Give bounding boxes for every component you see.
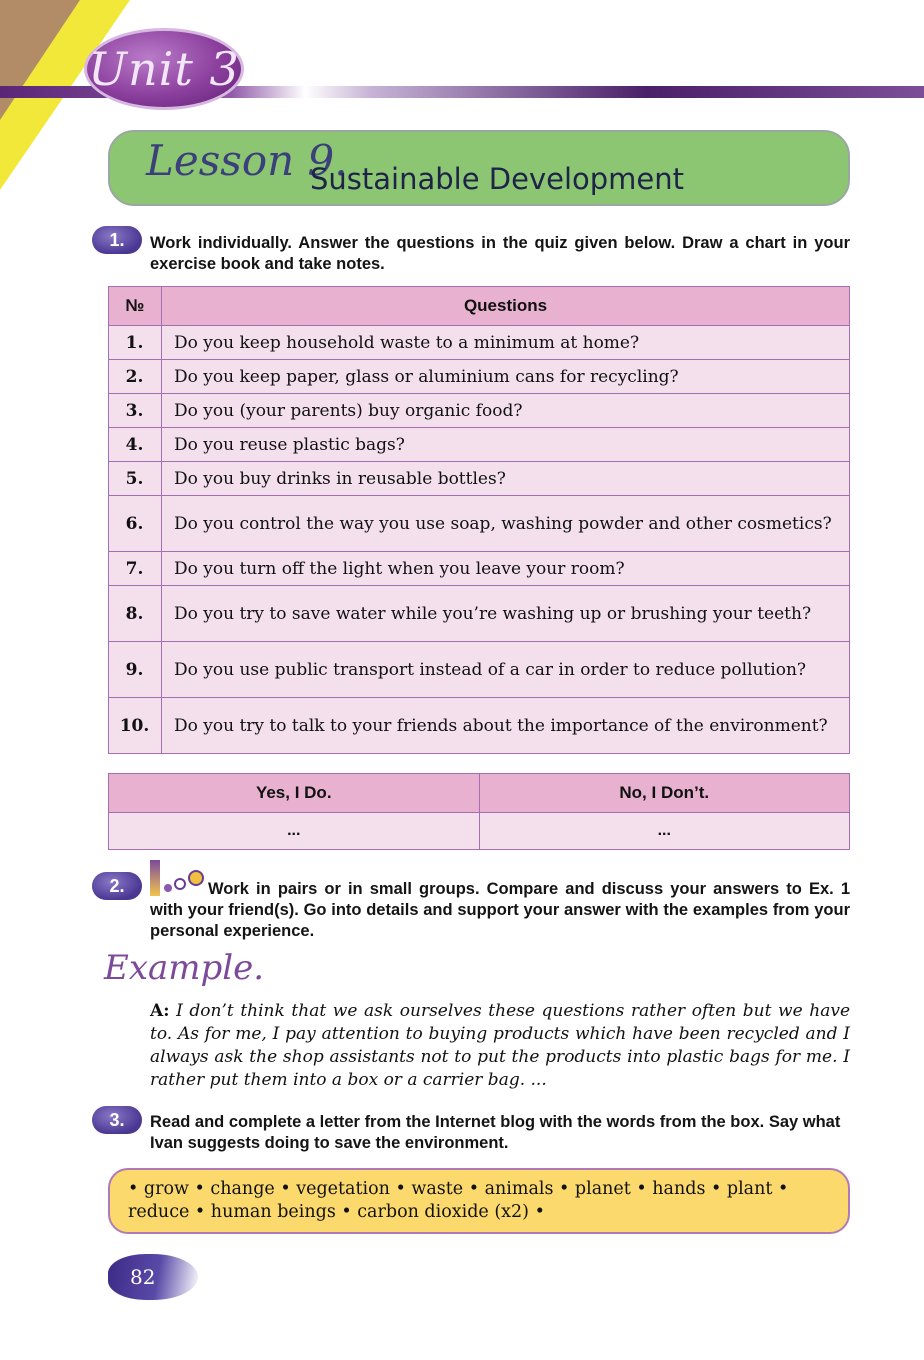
row-number: 3. xyxy=(109,394,162,428)
row-number: 5. xyxy=(109,462,162,496)
example-label: Example. xyxy=(104,948,265,988)
questions-column-header: Questions xyxy=(162,287,850,326)
row-number: 4. xyxy=(109,428,162,462)
exercise-3-instruction: Read and complete a letter from the Internet blog with the words from the box. Say what Ivan suggests doing to save the environment. xyxy=(150,1113,841,1152)
example-dialogue xyxy=(150,1000,850,1092)
exercise-1-instruction: Work individually. Answer the questions in the quiz given below. Draw a chart in your exercise book and take notes. xyxy=(150,234,850,273)
page-number: 82 xyxy=(108,1254,198,1300)
table-header-row xyxy=(109,287,850,326)
questions-table xyxy=(108,286,850,754)
row-number: 1. xyxy=(109,326,162,360)
exercise-3-badge: 3. xyxy=(92,1106,142,1134)
number-column-header: № xyxy=(109,287,162,326)
row-number: 9. xyxy=(109,642,162,698)
question-text: Do you keep paper, glass or aluminium cans for recycling? xyxy=(162,360,850,394)
row-number: 2. xyxy=(109,360,162,394)
lesson-word: Lesson 9. xyxy=(146,136,348,185)
table-row xyxy=(109,813,850,850)
question-text: Do you turn off the light when you leave your room? xyxy=(162,552,850,586)
row-number: 7. xyxy=(109,552,162,586)
lesson-title: Sustainable Development xyxy=(310,162,684,196)
speaker-label: A: xyxy=(150,1001,170,1021)
table-row xyxy=(109,496,850,552)
row-number: 8. xyxy=(109,586,162,642)
yes-column-header: Yes, I Do. xyxy=(109,774,480,813)
table-row xyxy=(109,326,850,360)
table-row xyxy=(109,698,850,754)
table-row xyxy=(109,428,850,462)
table-row xyxy=(109,552,850,586)
question-text: Do you (your parents) buy organic food? xyxy=(162,394,850,428)
corner-decoration-shade xyxy=(0,0,80,120)
table-row xyxy=(109,360,850,394)
lesson-banner xyxy=(108,130,850,206)
exercise-1-badge: 1. xyxy=(92,226,142,254)
question-text: Do you try to save water while you’re washing up or brushing your teeth? xyxy=(162,586,850,642)
yes-cell: ... xyxy=(109,813,480,850)
row-number: 10. xyxy=(109,698,162,754)
question-text: Do you control the way you use soap, washing powder and other cosmetics? xyxy=(162,496,850,552)
example-text: I don’t think that we ask ourselves these questions rather often but we have to. As for me, I pay attention to buying products which have been recycled and I always ask the shop assistants not to put the products into plastic bags for me. I rather put them into a box or a carrier bag. ... xyxy=(150,1001,851,1090)
exercise-2-badge: 2. xyxy=(92,872,142,900)
word-box: • grow • change • vegetation • waste • animals • planet • hands • plant • reduce • human beings • carbon dioxide (x2) • xyxy=(108,1168,850,1234)
table-row xyxy=(109,462,850,496)
answers-header-row xyxy=(109,774,850,813)
question-text: Do you keep household waste to a minimum at home? xyxy=(162,326,850,360)
no-column-header: No, I Don’t. xyxy=(479,774,850,813)
unit-label: Unit 3 xyxy=(88,42,240,96)
unit-badge xyxy=(84,28,244,110)
question-text: Do you buy drinks in reusable bottles? xyxy=(162,462,850,496)
question-text: Do you reuse plastic bags? xyxy=(162,428,850,462)
table-row xyxy=(109,586,850,642)
question-text: Do you use public transport instead of a car in order to reduce pollution? xyxy=(162,642,850,698)
exercise-2-instruction: Work in pairs or in small groups. Compare and discuss your answers to Ex. 1 with your friend(s). Go into details and support your answer with the examples from your personal experience. xyxy=(150,880,850,940)
table-row xyxy=(109,642,850,698)
row-number: 6. xyxy=(109,496,162,552)
no-cell: ... xyxy=(479,813,850,850)
question-text: Do you try to talk to your friends about the importance of the environment? xyxy=(162,698,850,754)
answers-table xyxy=(108,773,850,850)
table-row xyxy=(109,394,850,428)
